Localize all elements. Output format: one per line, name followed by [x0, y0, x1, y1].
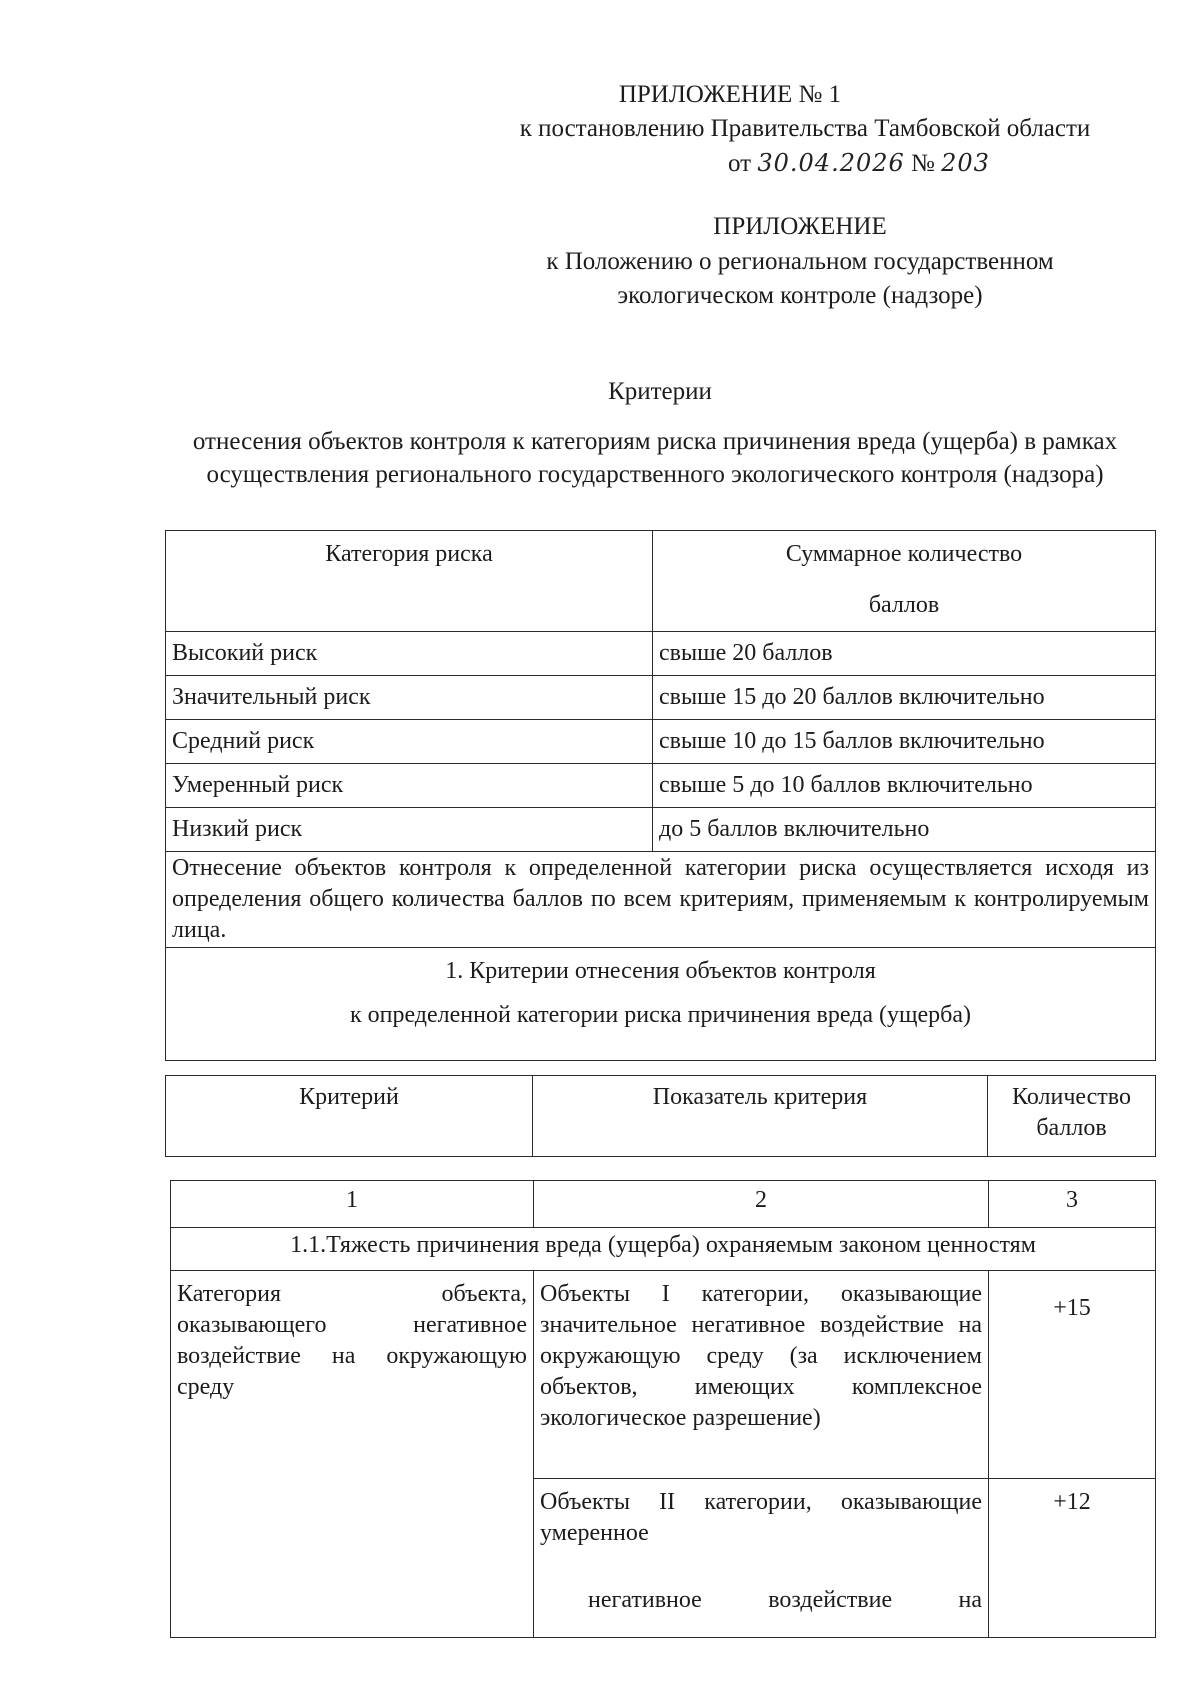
regulation-reference-line2: экологическом контроле (надзоре)	[617, 282, 983, 309]
table-row	[171, 1271, 1156, 1479]
resolution-date-line	[728, 146, 990, 181]
document-heading: Критерии	[608, 378, 712, 405]
risk-category-cell: Умеренный риск	[166, 764, 653, 808]
risk-category-cell: Значительный риск	[166, 676, 653, 720]
appendix2-title: ПРИЛОЖЕНИЕ	[713, 213, 887, 240]
resolution-reference: к постановлению Правительства Тамбовской области	[519, 115, 1091, 142]
risk-points-cell: свыше 10 до 15 баллов включительно	[653, 720, 1156, 764]
indicator-cell: Объекты I категории, оказывающие значительное негативное воздействие на окружающую среду (за исключением объектов, имеющих комплексное экологическое разрешение)	[534, 1271, 989, 1479]
appendix-title: ПРИЛОЖЕНИЕ № 1	[618, 81, 842, 108]
indicator-text-line1: Объекты II категории, оказывающие умеренное	[540, 1489, 982, 1546]
section-title-row	[166, 948, 1156, 1061]
column-number: 1	[171, 1181, 534, 1228]
table-row	[166, 808, 1156, 852]
risk-points-cell: свыше 15 до 20 баллов включительно	[653, 676, 1156, 720]
table-row	[166, 676, 1156, 720]
column-number-row	[171, 1181, 1156, 1228]
handwritten-date: 30.04.2026	[757, 149, 905, 177]
column-number: 3	[989, 1181, 1156, 1228]
indicator-cell	[534, 1479, 989, 1638]
section-title-line1: 1. Критерии отнесения объектов контроля	[445, 958, 876, 984]
criteria-header-row	[166, 1076, 1156, 1157]
score-cell: +15	[989, 1271, 1156, 1479]
risk-category-header: Категория риска	[166, 531, 653, 632]
criterion-header: Критерий	[166, 1076, 533, 1157]
score-cell: +12	[989, 1479, 1156, 1638]
risk-note: Отнесение объектов контроля к определенной категории риска осуществляется исходя из определения общего количества баллов по всем критериям, применяемым к контролируемым лица.	[166, 852, 1156, 948]
points-header	[653, 531, 1156, 632]
risk-category-cell: Низкий риск	[166, 808, 653, 852]
risk-table-header	[166, 531, 1156, 632]
section-title	[166, 948, 1156, 1061]
points-header-line2: баллов	[868, 592, 940, 618]
number-prefix: №	[911, 150, 935, 177]
risk-points-cell: свыше 5 до 10 баллов включительно	[653, 764, 1156, 808]
handwritten-number: 203	[941, 149, 990, 177]
risk-category-cell: Средний риск	[166, 720, 653, 764]
risk-category-table	[165, 530, 1156, 1061]
criteria-header-table	[165, 1075, 1156, 1157]
risk-points-cell: до 5 баллов включительно	[653, 808, 1156, 852]
date-prefix: от	[728, 150, 752, 177]
document-subtitle: отнесения объектов контроля к категориям риска причинения вреда (ущерба) в рамках осуществления регионального государственного экологического контроля (надзора)	[192, 428, 1118, 488]
regulation-reference-line1: к Положению о региональном государственном	[546, 248, 1054, 275]
criteria-table	[170, 1180, 1156, 1638]
table-row	[166, 632, 1156, 676]
group-title-row	[171, 1228, 1156, 1271]
group-title: 1.1.Тяжесть причинения вреда (ущерба) охраняемым законом ценностям	[171, 1228, 1156, 1271]
risk-note-row	[166, 852, 1156, 948]
table-row	[166, 764, 1156, 808]
indicator-header: Показатель критерия	[533, 1076, 988, 1157]
points-header-line1: Суммарное количество	[785, 541, 1023, 567]
criterion-cell: Категория объекта, оказывающего негативное воздействие на окружающую среду	[171, 1271, 534, 1638]
column-number: 2	[534, 1181, 989, 1228]
indicator-text-line2: негативное воздействие на	[588, 1587, 982, 1613]
table-row	[166, 720, 1156, 764]
risk-points-cell: свыше 20 баллов	[653, 632, 1156, 676]
risk-category-cell: Высокий риск	[166, 632, 653, 676]
score-header: Количество баллов	[988, 1076, 1156, 1157]
section-title-line2: к определенной категории риска причинения вреда (ущерба)	[349, 1002, 972, 1028]
